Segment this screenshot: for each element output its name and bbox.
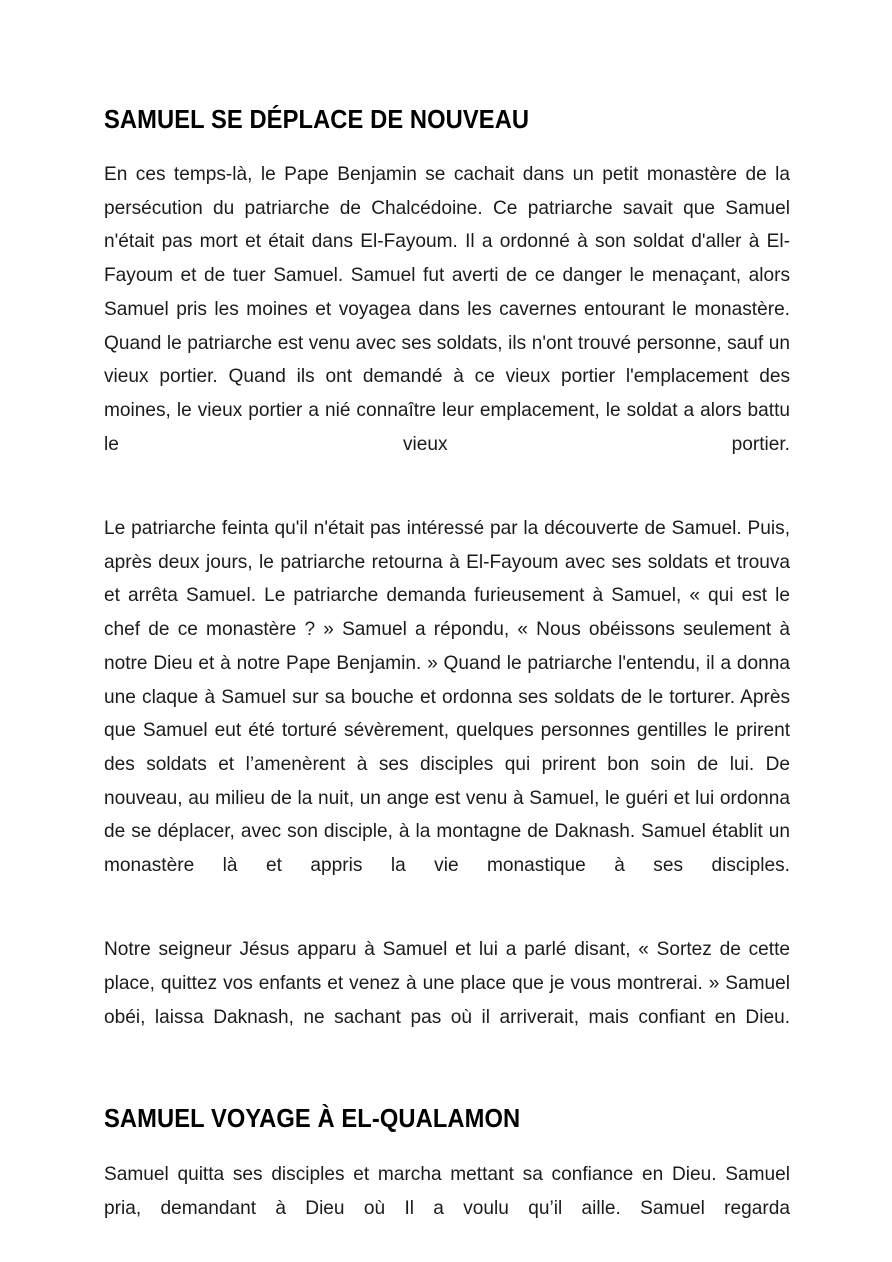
paragraph: Le patriarche feinta qu'il n'était pas intéressé par la découverte de Samuel. Puis, après deux jours, le patriarche retourna à El-Fayoum avec ses soldats et trouva et arrêta Samuel. Le patriarche demanda furieusement à Samuel, « qui est le chef de ce monastère ? » Samuel a répondu, « Nous obéissons seulement à notre Dieu et à notre Pape Benjamin. » Quand le patriarche l'entendu, il a donna une claque à Samuel sur sa bouche et ordonna ses soldats de le torturer. Après que Samuel eut été torturé sévèrement, quelques personnes gentilles le prirent des soldats et l’amenèrent à ses disciples qui prirent bon soin de lui. De nouveau, au milieu de la nuit, un ange est venu à Samuel, le guéri et lui ordonna de se déplacer, avec son disciple, à la montagne de Daknash. Samuel établit un monastère là et appris la vie monastique à ses disciples. (104, 518, 790, 877)
section-heading-samuel-se-deplace-de-nouveau: SAMUEL SE DÉPLACE DE NOUVEAU (104, 106, 530, 134)
section-heading-block (104, 104, 790, 136)
document-body (104, 104, 790, 1259)
section-heading-block (104, 1103, 790, 1135)
paragraph: Samuel quitta ses disciples et marcha mettant sa confiance en Dieu. Samuel pria, demandant à Dieu où Il a voulu qu’il aille. Samuel regarda (104, 1164, 790, 1219)
paragraph: Notre seigneur Jésus apparu à Samuel et lui a parlé disant, « Sortez de cette place, quittez vos enfants et venez à une place que je vous montrerai. » Samuel obéi, laissa Daknash, ne sachant pas où il arriverait, mais confiant en Dieu. (104, 939, 790, 1028)
section-heading-samuel-voyage-a-el-qualamon: SAMUEL VOYAGE À EL-QUALAMON (104, 1105, 521, 1134)
paragraph: En ces temps-là, le Pape Benjamin se cachait dans un petit monastère de la persécution du patriarche de Chalcédoine. Ce patriarche savait que Samuel n'était pas mort et était dans El-Fayoum. Il a ordonné à son soldat d'aller à El-Fayoum et de tuer Samuel. Samuel fut averti de ce danger le menaçant, alors Samuel pris les moines et voyagea dans les cavernes entourant le monastère. Quand le patriarche est venu avec ses soldats, ils n'ont trouvé personne, sauf un vieux portier. Quand ils ont demandé à ce vieux portier l'emplacement des moines, le vieux portier a nié connaître leur emplacement, le soldat a alors battu le vieux portier. (104, 164, 790, 455)
